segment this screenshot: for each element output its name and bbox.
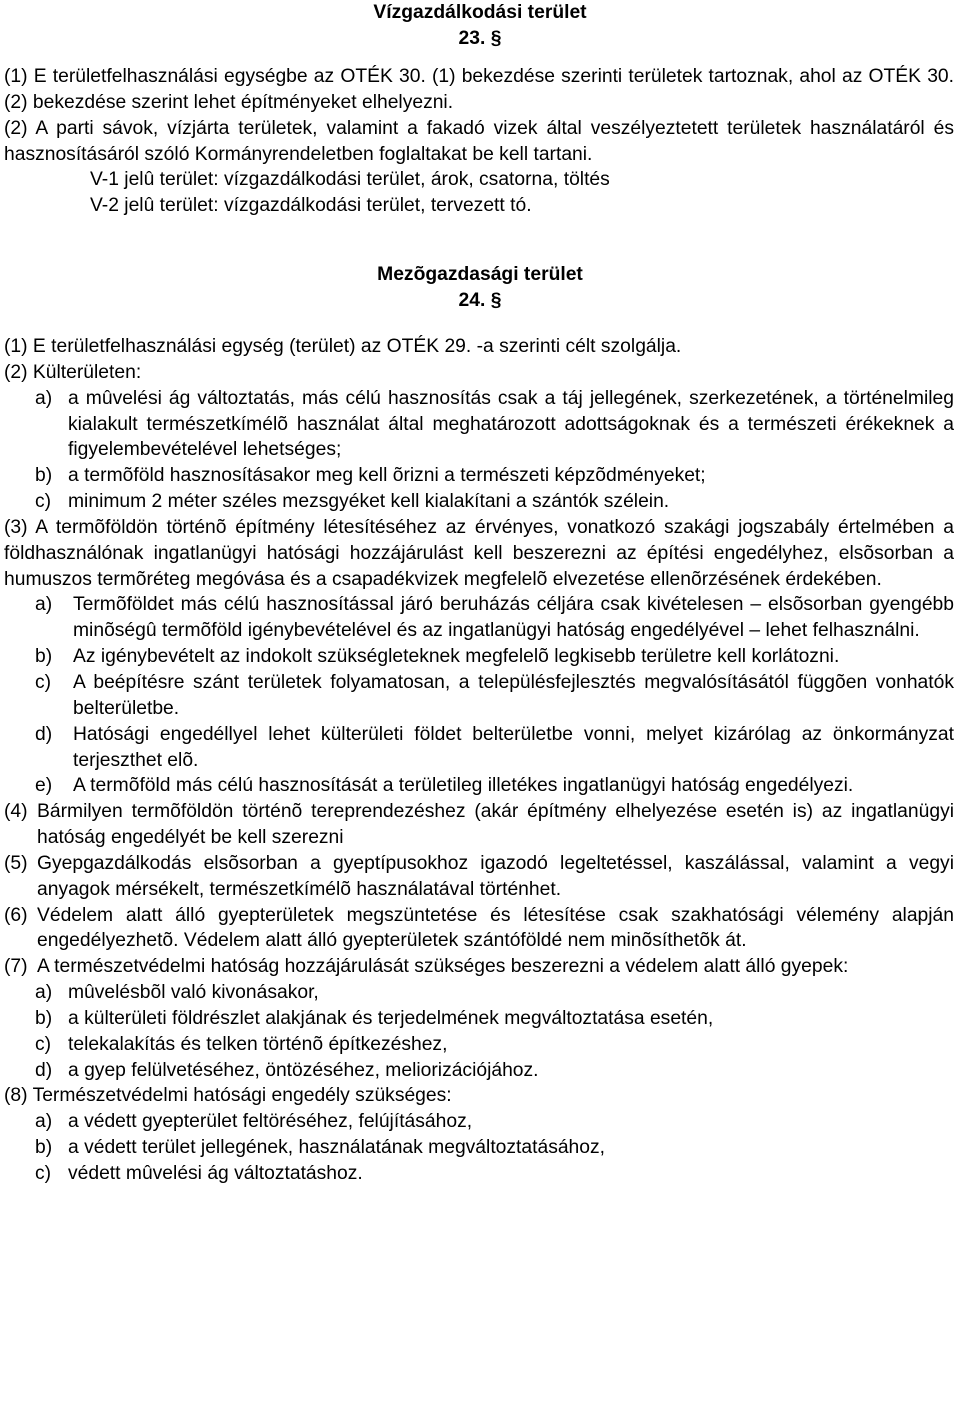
list-item	[4, 463, 954, 489]
paragraph-marker: (4)	[4, 801, 28, 823]
item-marker: c)	[35, 1163, 52, 1184]
list-item	[4, 592, 954, 644]
paragraph-marker: (6)	[4, 904, 28, 926]
section-23-body	[4, 64, 954, 219]
item-marker: b)	[35, 465, 53, 487]
paragraph-text: A természetvédelmi hatóság hozzájárulását szükséges beszerezni a védelem alatt álló gyepek:	[37, 956, 849, 978]
zone-v2: V-2 jelû terület: vízgazdálkodási terület, tervezett tó.	[90, 195, 532, 217]
paragraph-1: (1) E területfelhasználási egységbe az OTÉK 30. (1) bekezdése szerinti területek tartoznak, ahol az OTÉK 30. (2) bekezdése szerint lehet építményeket elhelyezni.	[4, 66, 954, 113]
item-text: A termõföld más célú hasznosítását a területileg illetékes ingatlanügyi hatóság engedélyezi.	[73, 775, 854, 797]
list-item	[4, 1006, 954, 1032]
section-heading-agriculture	[0, 262, 960, 314]
heading-title: Vízgazdálkodási terület	[373, 2, 587, 23]
heading-title: Mezõgazdasági terület	[377, 264, 583, 285]
item-text: Hatósági engedéllyel lehet külterületi földet belterületbe vonni, melyet kizárólag az önkormányzat terjeszthet elõ.	[73, 723, 954, 771]
item-marker: b)	[35, 1137, 53, 1159]
paragraph-6	[4, 903, 954, 955]
item-marker: a)	[35, 1111, 53, 1133]
list-item	[4, 1109, 954, 1135]
section-number: 24. §	[458, 289, 502, 311]
paragraph-8: (8) Természetvédelmi hatósági engedély szükséges:	[4, 1085, 452, 1107]
list-item	[4, 1058, 954, 1084]
item-marker: d)	[35, 1059, 53, 1081]
paragraph-7-list	[4, 980, 954, 1083]
section-sign-icon: §	[490, 289, 502, 311]
list-item	[4, 1032, 954, 1058]
list-item	[4, 670, 954, 722]
item-text: telekalakítás és telken történõ építkezéshez,	[68, 1033, 448, 1055]
list-item	[4, 722, 954, 774]
list-item	[4, 489, 954, 515]
paragraph-2: (2) Külterületen:	[4, 361, 142, 383]
item-text: a védett gyepterület feltöréséhez, felújításához,	[68, 1111, 473, 1133]
item-marker: b)	[35, 646, 53, 668]
paragraph-text: Bármilyen termõföldön történõ tereprendezéshez (akár építmény elhelyezése esetén is) az ingatlanügyi hatóság engedélyét be kell szerezni	[37, 801, 954, 849]
item-text: minimum 2 méter széles mezsgyéket kell kialakítani a szántók szélein.	[68, 491, 670, 513]
paragraph-3-list	[4, 592, 954, 799]
item-marker: c)	[35, 671, 52, 693]
paragraph-3: (3) A termõföldön történõ építmény létesítéséhez az érvényes, vonatkozó szakági jogszabály értelmében a földhasználónak ingatlanügyi hatósági hozzájárulást kell beszerezni az építési engedélyhez, elsõsorban a humuszos termõréteg megóvása és a csapadékvizek megfelelõ elvezetése ellenõrzésének érdekében.	[4, 516, 954, 590]
paragraph-text: Gyepgazdálkodás elsõsorban a gyeptípusokhoz igazodó legeltetéssel, kaszálással, valamint a vegyi anyagok mérsékelt, természetkímélõ használatával történhet.	[37, 852, 954, 900]
paragraph-5	[4, 851, 954, 903]
section-24-body	[4, 334, 954, 1187]
list-item	[4, 773, 954, 799]
paragraph-8-list	[4, 1109, 954, 1187]
item-text: a gyep felülvetéséhez, öntözéséhez, meliorizációjához.	[68, 1059, 539, 1081]
zone-list	[4, 167, 954, 219]
list-item	[4, 980, 954, 1006]
item-text: mûvelésbõl való kivonásakor,	[68, 982, 319, 1004]
item-marker: c)	[35, 1033, 52, 1055]
item-marker: a)	[35, 387, 53, 409]
paragraph-marker: (7)	[4, 956, 28, 978]
item-marker: c)	[35, 491, 52, 513]
paragraph-2-list	[4, 386, 954, 515]
item-marker: e)	[35, 775, 53, 797]
item-marker: d)	[35, 723, 53, 745]
paragraph-2: (2) A parti sávok, vízjárta területek, valamint a fakadó vizek által veszélyeztetett területek használatáról és hasznosításáról szóló Kormányrendeletben foglaltakat be kell tartani.	[4, 117, 954, 165]
section-number: 23. §	[458, 27, 502, 49]
zone-v1: V-1 jelû terület: vízgazdálkodási terület, árok, csatorna, töltés	[90, 169, 610, 191]
paragraph-7	[4, 954, 954, 980]
paragraph-text: Védelem alatt álló gyepterületek megszüntetése és létesítése csak szakhatósági vélemény alapján engedélyezhetõ. Védelem alatt álló gyepterületek szántóföldé nem minõsíthetõk át.	[37, 904, 954, 952]
item-text: a védett terület jellegének, használatának megváltoztatásához,	[68, 1137, 606, 1159]
item-text: Az igénybevételt az indokolt szükségleteknek megfelelõ legkisebb területre kell korlátozni.	[73, 646, 840, 668]
list-item	[4, 1161, 954, 1187]
paragraph-1: (1) E területfelhasználási egység (terület) az OTÉK 29. -a szerinti célt szolgálja.	[4, 336, 682, 357]
item-marker: b)	[35, 1007, 53, 1029]
item-marker: a)	[35, 982, 53, 1004]
list-item	[4, 386, 954, 464]
paragraph-4	[4, 799, 954, 851]
paragraph-marker: (5)	[4, 852, 28, 874]
item-text: A beépítésre szánt területek folyamatosan, a településfejlesztés megvalósításától függõen vonhatók belterületbe.	[73, 671, 954, 719]
section-sign-icon: §	[490, 27, 502, 49]
item-text: a mûvelési ág változtatás, más célú hasznosítás csak a táj jellegének, szerkezetének, a történelmileg kialakult természetkímélõ használat által meghatározott adottságoknak és a természeti érékeknek a figyelembevételével lehetséges;	[68, 387, 954, 461]
list-item	[4, 644, 954, 670]
item-text: Termõföldet más célú hasznosítással járó beruházás céljára csak kivételesen – elsõsorban gyengébb minõségû termõföld igénybevételével és az ingatlanügyi hatóság engedélyével – lehet felhasználni.	[73, 594, 954, 642]
item-text: védett mûvelési ág változtatáshoz.	[68, 1163, 363, 1184]
item-text: a külterületi földrészlet alakjának és terjedelmének megváltoztatása esetén,	[68, 1007, 714, 1029]
item-text: a termõföld hasznosításakor meg kell õrizni a természeti képzõdményeket;	[68, 465, 706, 487]
item-marker: a)	[35, 594, 53, 616]
section-heading-water	[0, 0, 960, 52]
list-item	[4, 1135, 954, 1161]
